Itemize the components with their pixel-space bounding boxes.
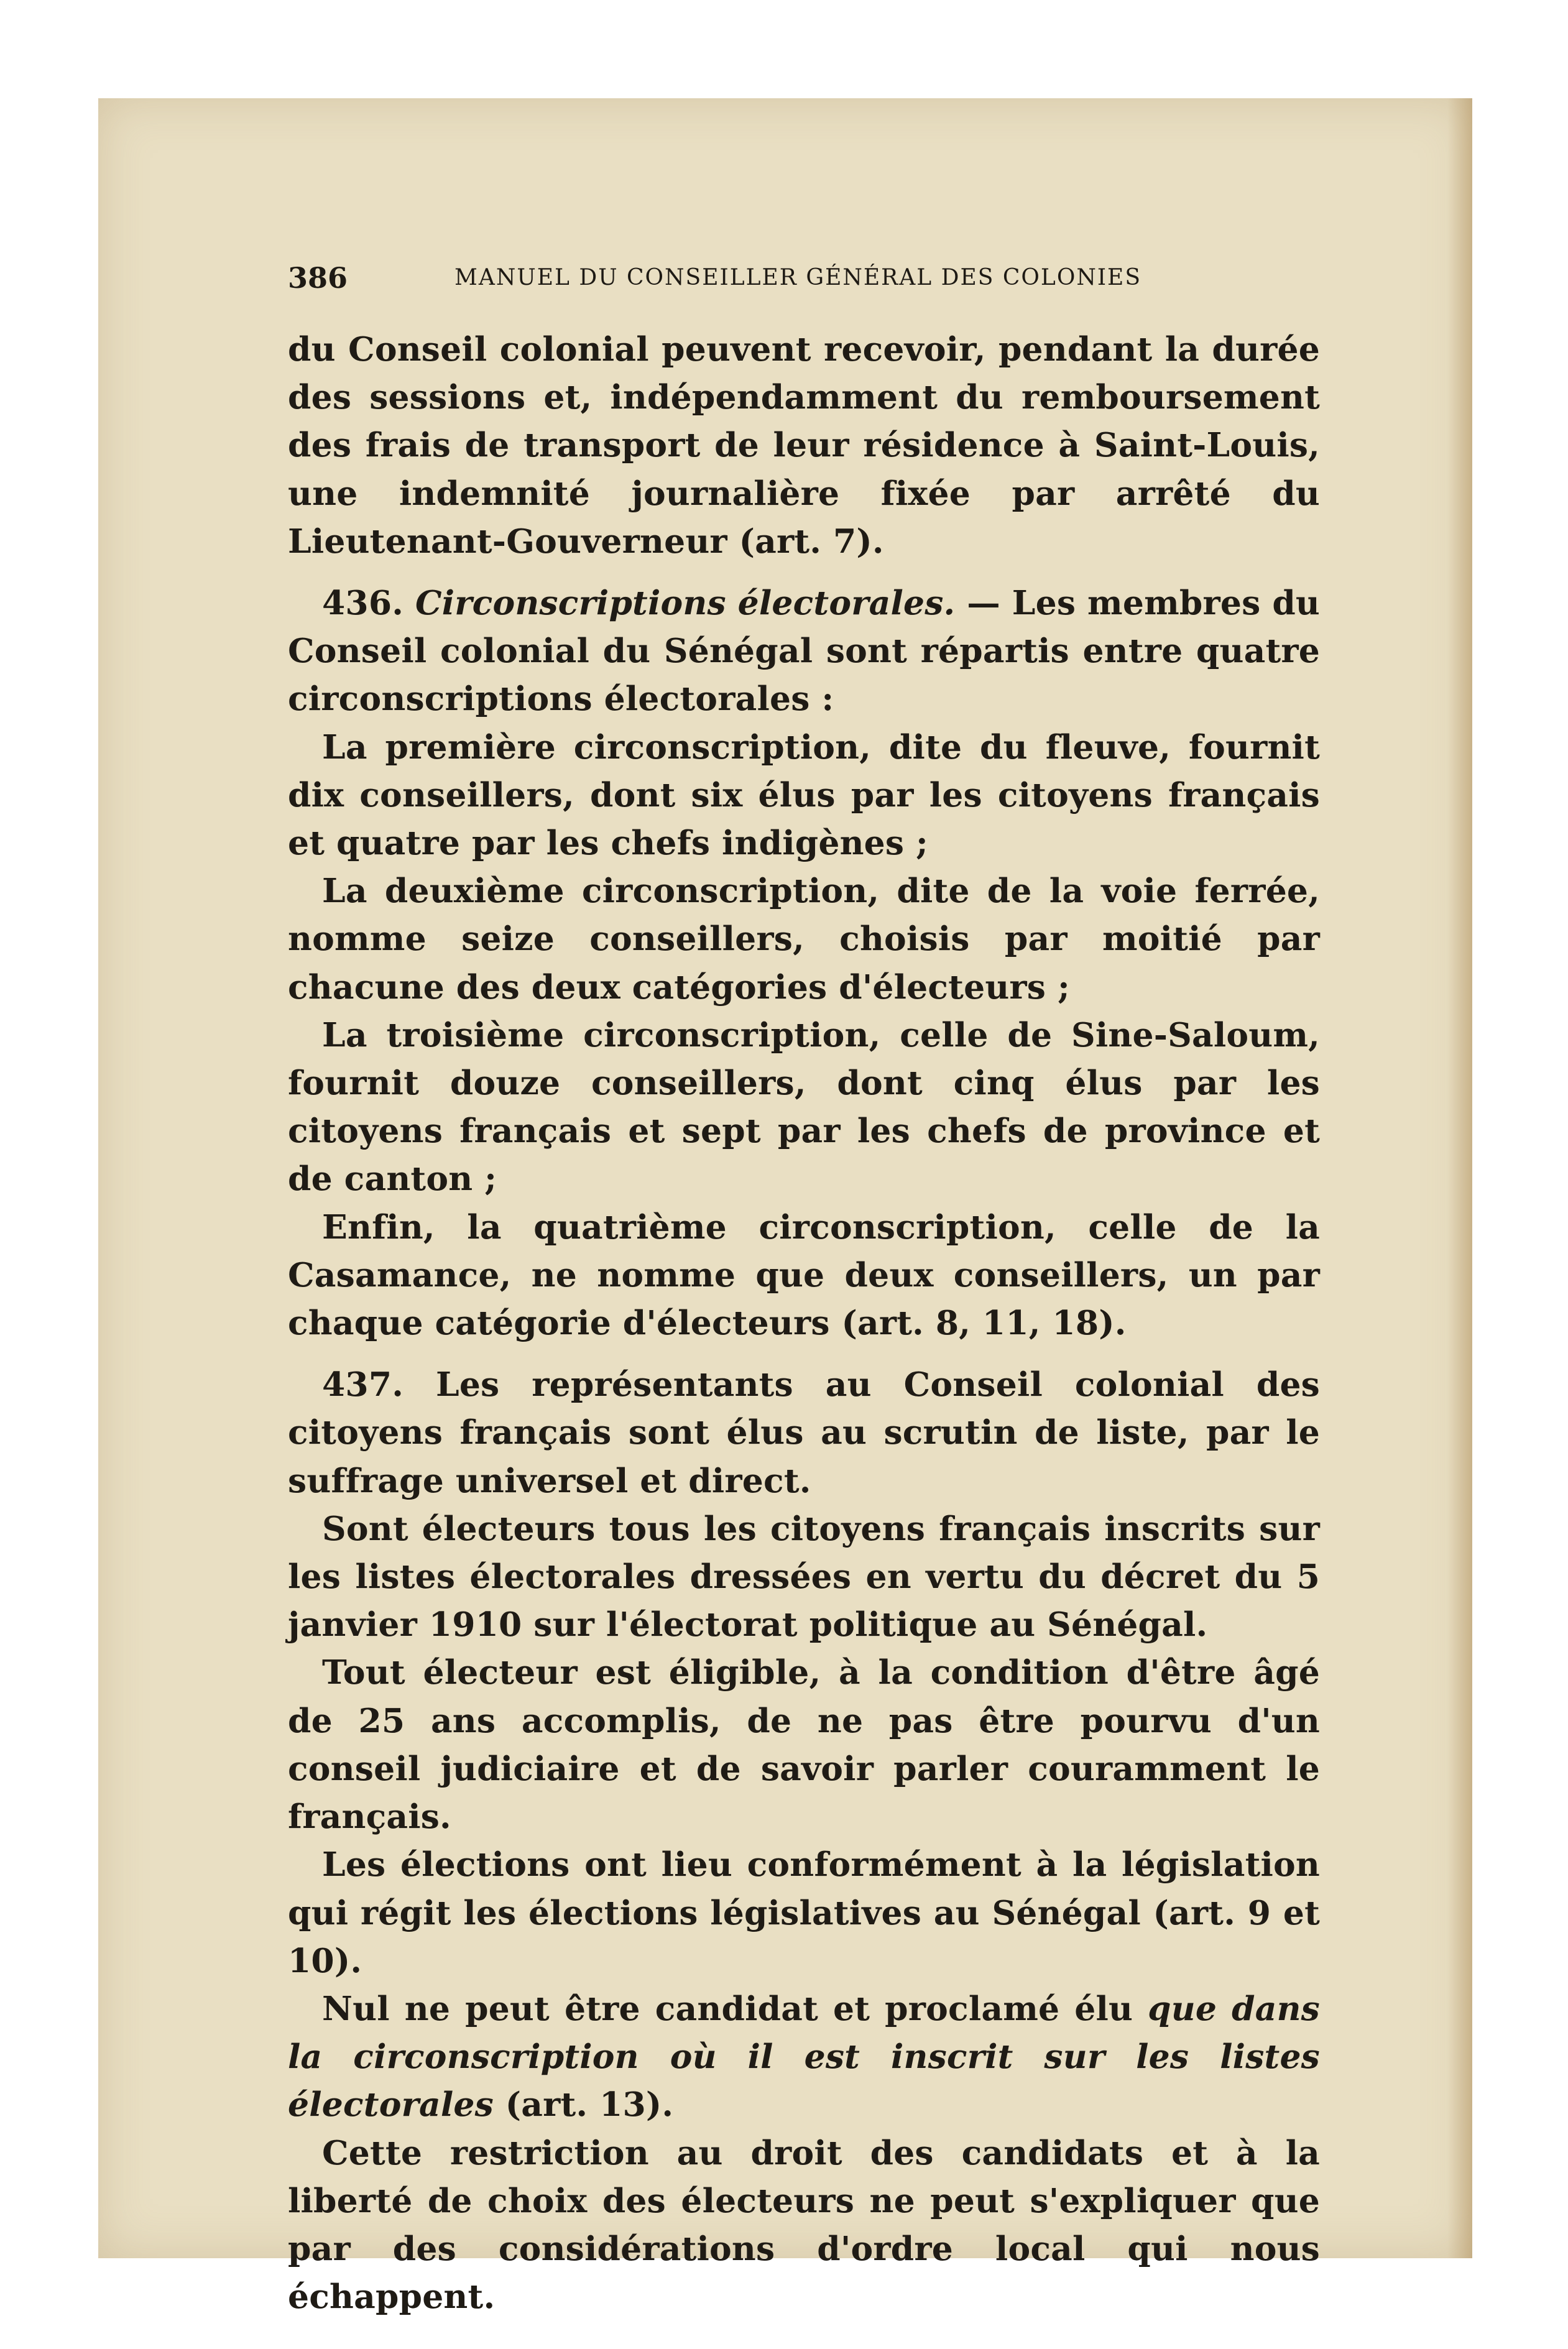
article-number: 436.	[322, 583, 404, 623]
italic-phrase: que dans la circonscription où il est inscrit sur les listes électorales	[288, 1988, 1321, 2125]
body-text	[288, 325, 1320, 2320]
book-page	[98, 98, 1472, 2317]
running-title: MANUEL DU CONSEILLER GÉNÉRAL DES COLONIES	[454, 265, 1141, 290]
paragraph-436: 436. Circonscriptions électorales. — Les membres du Conseil colonial du Sénégal sont répartis entre quatre circonscriptions électorales :	[288, 583, 1321, 719]
article-number: 437.	[322, 1365, 404, 1405]
paragraph: Tout électeur est éligible, à la condition d'être âgé de 25 ans accomplis, de ne pas être pourvu d'un conseil judiciaire et de savoir parler couramment le français.	[288, 1653, 1320, 1837]
paragraph-437: 437. Les représentants au Conseil colonial des citoyens français sont élus au scrutin de liste, par le suffrage universel et direct.	[288, 1365, 1320, 1500]
paragraph: La troisième circonscription, celle de Sine-Saloum, fournit douze conseillers, dont cinq élus par les citoyens français et sept par les chefs de province et de canton ;	[288, 1015, 1320, 1199]
paragraph: Cette restriction au droit des candidats et à la liberté de choix des électeurs ne peut s'expliquer que par des considérations d'ordre local qui nous échappent.	[288, 2133, 1320, 2317]
section-heading: Circonscriptions électorales.	[415, 583, 956, 623]
page-number: 386	[288, 261, 348, 295]
paragraph: Nul ne peut être candidat et proclamé élu que dans la circonscription où il est inscrit sur les listes électorales (art. 13).	[288, 1988, 1321, 2125]
paragraph: La première circonscription, dite du fleuve, fournit dix conseillers, dont six élus par les citoyens français et quatre par les chefs indigènes ;	[288, 727, 1320, 863]
page-edge-shadow	[1447, 98, 1472, 2258]
paragraph: Les élections ont lieu conformément à la législation qui régit les élections législatives au Sénégal (art. 9 et 10).	[288, 1845, 1320, 1980]
paragraph: Sont électeurs tous les citoyens français inscrits sur les listes électorales dressées en vertu du décret du 5 janvier 1910 sur l'électorat politique au Sénégal.	[288, 1508, 1320, 1645]
page-header	[288, 261, 1407, 298]
paragraph: du Conseil colonial peuvent recevoir, pendant la durée des sessions et, indépendamment du remboursement des frais de transport de leur résidence à Saint-Louis, une indemnité journalière fixée par arrêté du Lieutenant-Gouverneur (art. 7).	[288, 330, 1320, 561]
paragraph: Enfin, la quatrième circonscription, celle de la Casamance, ne nomme que deux conseillers, un par chaque catégorie d'électeurs (art. 8, 11, 18).	[288, 1207, 1320, 1343]
paragraph: La deuxième circonscription, dite de la voie ferrée, nomme seize conseillers, choisis par moitié par chacune des deux catégories d'électeurs ;	[288, 871, 1320, 1007]
